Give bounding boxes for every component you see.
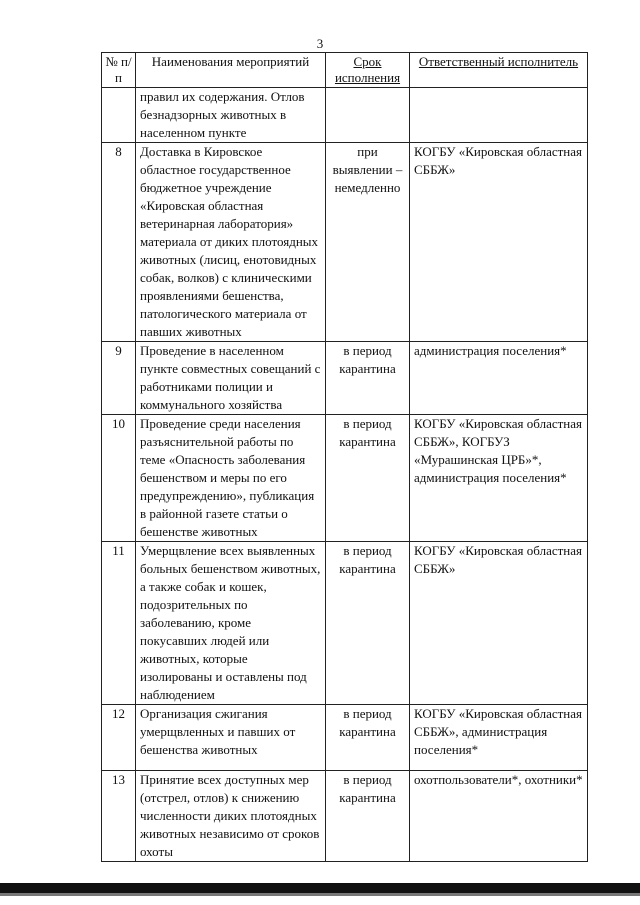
row-num: 9 xyxy=(102,342,136,415)
header-responsible: Ответственный исполнитель xyxy=(410,53,588,88)
page-number: 3 xyxy=(316,36,324,51)
row-responsible: КОГБУ «Кировская областная СББЖ», администрация поселения* xyxy=(410,705,588,771)
row-name: Принятие всех доступных мер (отстрел, отлов) к снижению численности диких плотоядных животных независимо от сроков охоты xyxy=(136,771,326,862)
row-term: при выявлении – немедленно xyxy=(326,143,410,342)
row-num: 10 xyxy=(102,415,136,542)
row-responsible: КОГБУ «Кировская областная СББЖ» xyxy=(410,143,588,342)
table-row xyxy=(102,143,588,342)
row-term: в период карантина xyxy=(326,771,410,862)
row-name: Доставка в Кировское областное государственное бюджетное учреждение «Кировская областная ветеринарная лаборатория» материала от диких плотоядных животных (лисиц, енотовидных собак, волков) с клиническими проявлениями бешенства, патологического материала от павших животных xyxy=(136,143,326,342)
header-num: № п/п xyxy=(102,53,136,88)
row-term: в период карантина xyxy=(326,342,410,415)
row-responsible xyxy=(410,88,588,143)
row-num: 12 xyxy=(102,705,136,771)
row-responsible: администрация поселения* xyxy=(410,342,588,415)
row-name: Проведение среди населения разъяснительной работы по теме «Опасность заболевания бешенством и меры по его предупреждению», публикация в районной газете статьи о бешенстве животных xyxy=(136,415,326,542)
row-num: 13 xyxy=(102,771,136,862)
row-term: в период карантина xyxy=(326,705,410,771)
header-term: Срок исполнения xyxy=(326,53,410,88)
row-responsible: КОГБУ «Кировская областная СББЖ» xyxy=(410,542,588,705)
table-row xyxy=(102,542,588,705)
row-num xyxy=(102,88,136,143)
table-row xyxy=(102,88,588,143)
header-name: Наименования мероприятий xyxy=(136,53,326,88)
measures-table xyxy=(101,52,588,862)
row-term xyxy=(326,88,410,143)
row-responsible: КОГБУ «Кировская областная СББЖ», КОГБУЗ «Мурашинская ЦРБ»*, администрация поселения* xyxy=(410,415,588,542)
row-name: правил их содержания. Отлов безнадзорных животных в населенном пункте xyxy=(136,88,326,143)
row-num: 11 xyxy=(102,542,136,705)
row-term: в период карантина xyxy=(326,542,410,705)
row-term: в период карантина xyxy=(326,415,410,542)
scan-edge-shadow xyxy=(0,893,640,896)
table-row xyxy=(102,771,588,862)
row-name: Проведение в населенном пункте совместных совещаний с работниками полиции и коммунального хозяйства xyxy=(136,342,326,415)
scan-edge-bar xyxy=(0,883,640,893)
row-name: Организация сжигания умерщвленных и павших от бешенства животных xyxy=(136,705,326,771)
table-row xyxy=(102,342,588,415)
table-row xyxy=(102,705,588,771)
row-num: 8 xyxy=(102,143,136,342)
table-header-row xyxy=(102,53,588,88)
row-name: Умерщвление всех выявленных больных бешенством животных, а также собак и кошек, подозрительных по заболеванию, кроме покусавших людей или животных, которые изолированы и оставлены под наблюдением xyxy=(136,542,326,705)
table-row xyxy=(102,415,588,542)
row-responsible: охотпользователи*, охотники* xyxy=(410,771,588,862)
